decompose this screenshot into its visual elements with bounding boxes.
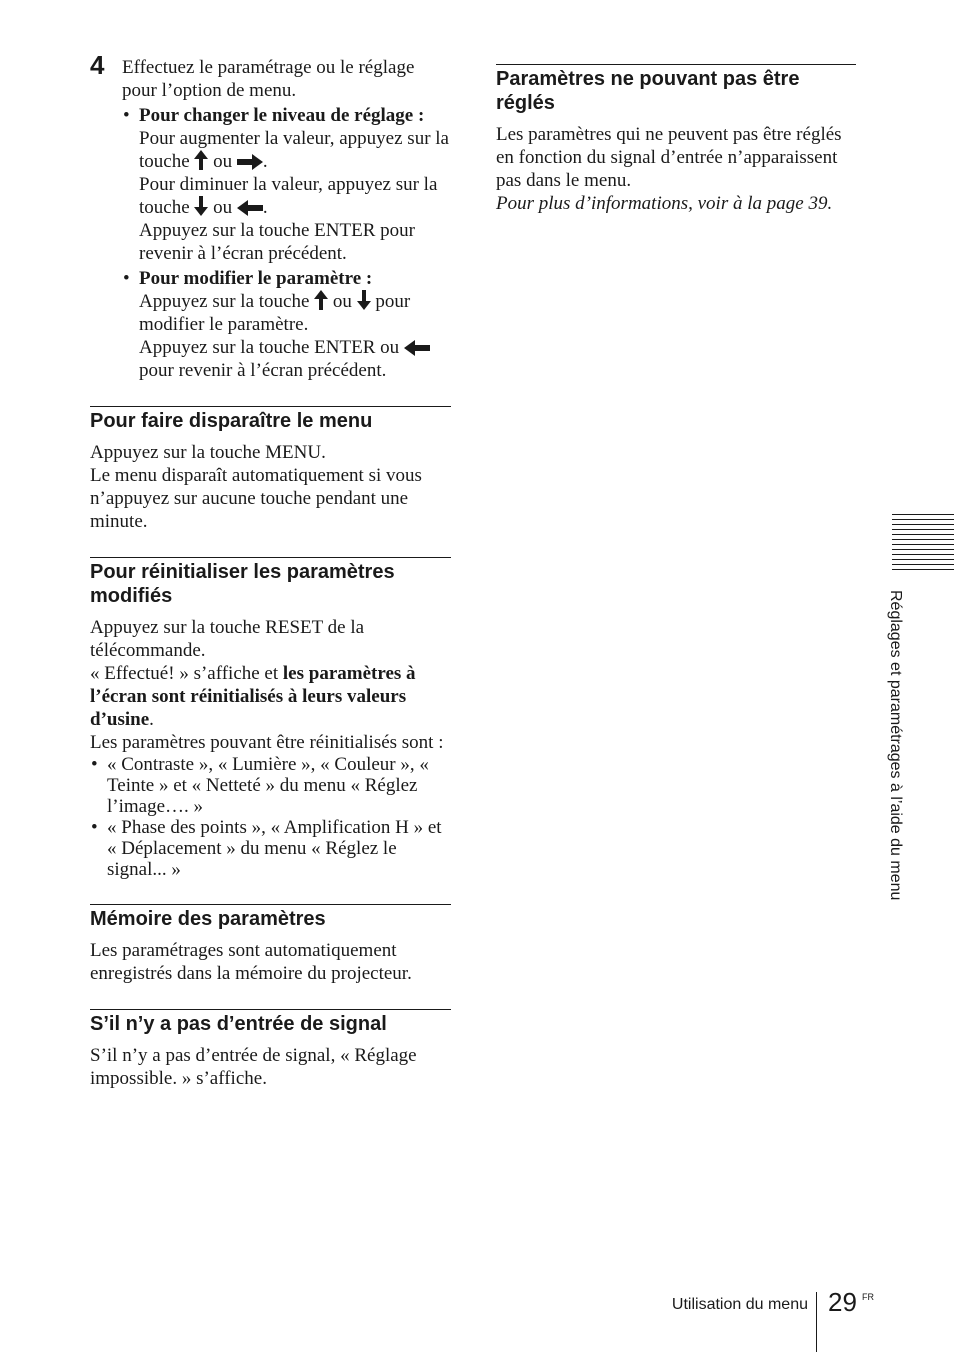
chapter-tab-lines — [892, 514, 954, 574]
list-item-text: « Phase des points », « Amplification H » et « Déplacement » du menu « Réglez le signal... » — [107, 817, 442, 880]
or-text: ou — [213, 197, 233, 218]
section-hide-menu — [90, 406, 451, 533]
bullet-marker: • — [123, 105, 130, 126]
arrow-down-icon — [357, 290, 371, 310]
section-reset — [90, 557, 451, 880]
return-text-end: pour revenir à l’écran précédent. — [139, 360, 387, 381]
section-body: S’il n’y a pas d’entrée de signal, « Réglage impossible. » s’affiche. — [90, 1045, 417, 1089]
step-intro: Effectuez le paramétrage ou le réglage pour l’option de menu. — [122, 57, 415, 101]
section-body: Les paramétrages sont automatiquement enregistrés dans la mémoire du projecteur. — [90, 940, 412, 984]
bullet-title: Pour changer le niveau de réglage : — [139, 105, 425, 126]
reset-bold-text: les paramètres à l’écran sont réinitialisés à leurs valeurs d’usine — [90, 663, 416, 730]
increase-text: Pour augmenter la valeur, appuyez sur la touche — [139, 128, 449, 172]
modify-line — [139, 290, 451, 336]
arrow-left-icon — [237, 200, 263, 216]
list-item — [90, 754, 451, 817]
return-text: Appuyez sur la touche ENTER ou — [139, 337, 400, 358]
section-title: Pour faire disparaître le menu — [90, 410, 373, 432]
section-body: Les paramètres qui ne peuvent pas être réglés en fonction du signal d’entrée n’apparaissent pas dans le menu. — [496, 124, 842, 191]
enter-line: Appuyez sur la touche ENTER pour revenir à l’écran précédent. — [139, 220, 415, 264]
footer-section-label: Utilisation du menu — [671, 1296, 808, 1313]
language-code: FR — [862, 1292, 874, 1302]
section-body: Le menu disparaît automatiquement si vous n’appuyez sur aucune touche pendant une minute. — [90, 465, 422, 532]
section-memory — [90, 904, 451, 985]
decrease-line: Pour diminuer la valeur, appuyez sur la touche ou . — [139, 174, 438, 218]
right-column — [496, 64, 856, 215]
or-text: ou — [213, 151, 233, 172]
decrease-text: Pour diminuer la valeur, appuyez sur la touche — [139, 174, 438, 218]
modify-text: Appuyez sur la touche — [139, 291, 310, 312]
bullet-marker: • — [91, 754, 98, 775]
chapter-title: Réglages et paramétrages à l’aide du menu — [887, 590, 904, 901]
step-4 — [90, 50, 451, 382]
arrow-right-icon — [237, 154, 263, 170]
arrow-up-icon — [194, 150, 208, 170]
section-no-signal — [90, 1009, 451, 1090]
step-number: 4 — [90, 50, 105, 80]
modify-text-end: pour modifier le paramètre. — [139, 291, 411, 335]
left-column — [90, 50, 451, 1090]
bullet-modify-param — [122, 267, 451, 382]
section-body: Appuyez sur la touche MENU. — [90, 442, 326, 463]
bullet-marker: • — [91, 817, 98, 838]
arrow-left-icon — [404, 340, 430, 356]
section-title: Mémoire des paramètres — [90, 908, 326, 930]
section-title: Paramètres ne pouvant pas être réglés — [496, 68, 800, 114]
section-body: Les paramètres pouvant être réinitialisés sont : — [90, 732, 444, 753]
list-item — [90, 817, 451, 880]
increase-line: Pour augmenter la valeur, appuyez sur la touche ou . — [139, 128, 449, 172]
reset-period: . — [149, 709, 154, 730]
footer-divider — [816, 1292, 817, 1352]
section-body: Appuyez sur la touche RESET de la télécommande. — [90, 617, 365, 661]
or-text: ou — [332, 291, 352, 312]
bullet-title: Pour modifier le paramètre : — [139, 268, 373, 289]
reference-note: Pour plus d’informations, voir à la page 39. — [496, 193, 833, 214]
section-title: Pour réinitialiser les paramètres modifiés — [90, 561, 395, 607]
bullet-marker: • — [123, 268, 130, 289]
section-title: S’il n’y a pas d’entrée de signal — [90, 1013, 387, 1035]
arrow-down-icon — [194, 196, 208, 216]
arrow-up-icon — [314, 290, 328, 310]
section-body — [90, 662, 451, 731]
reset-text: « Effectué! » s’affiche et — [90, 663, 279, 684]
bullet-change-level — [122, 104, 451, 265]
return-line — [139, 336, 451, 382]
page-number: 29 — [828, 1287, 857, 1317]
list-item-text: « Contraste », « Lumière », « Couleur », « Teinte » et « Netteté » du menu « Réglez l’image…. » — [107, 754, 429, 817]
section-non-adjustable — [496, 64, 856, 215]
